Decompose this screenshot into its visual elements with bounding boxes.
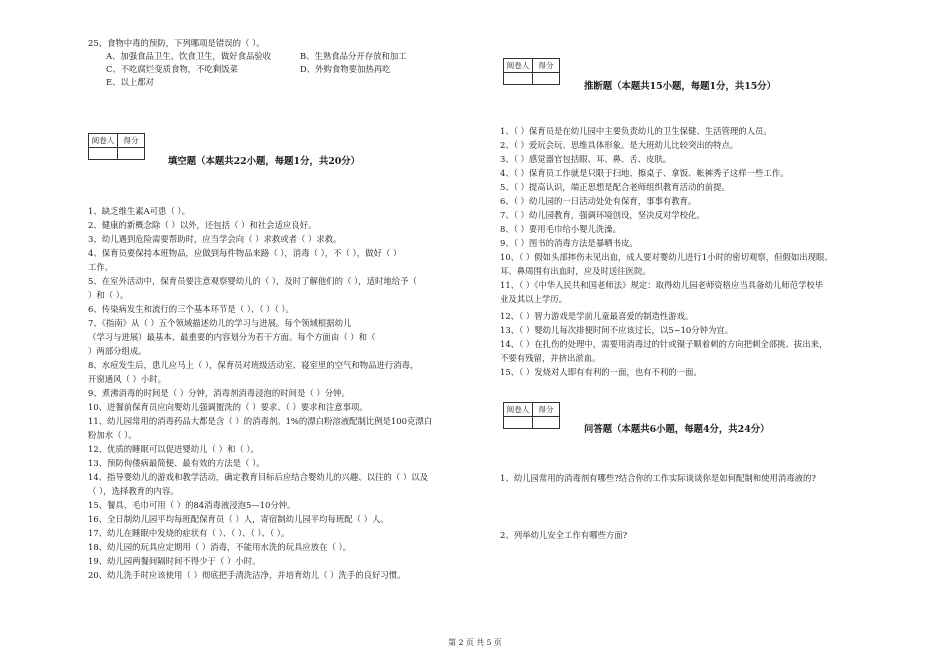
fill-item: 13、预防佝偻病最简便、最有效的方法是（ ）。	[88, 458, 265, 468]
judge-item: 15、（ ）发烧对人即有有利的一面，也有不利的一面。	[500, 367, 702, 377]
page-number: 第 2 页 共 5 页	[448, 638, 502, 647]
reviewer-label: 阅卷人	[504, 59, 533, 72]
judge-item: 6、（ ）幼儿园的一日活动处处有保育，事事有教育。	[500, 196, 697, 206]
fill-item: 2、健康的新概念除（ ）以外，还包括（ ）和社会适应良好。	[88, 220, 317, 230]
score-blank	[118, 147, 144, 159]
fill-item: 3、幼儿遇到危险需要帮助时，应当学会向（ ）求救或者（ ）求救。	[88, 234, 342, 244]
score-label: 得分	[538, 61, 554, 70]
q25-option-e: E、以上都对	[106, 77, 154, 87]
fill-item: 9、煮沸消毒的时间是（ ）分钟，消毒剂消毒浸泡的时间是（ ）分钟。	[88, 388, 350, 398]
qa-item: 1、幼儿园常用的消毒剂有哪些?结合你的工作实际谈谈你是如何配制和使用消毒液的?	[500, 473, 816, 483]
fill-item: 5、在室外活动中，保育员要注意观察婴幼儿的（ ），及时了解他们的（ ），适时地给予（	[88, 276, 417, 286]
judge-item: 1、（ ）保育员是在幼儿园中主要负责幼儿的卫生保健、生活管理的人员。	[500, 126, 772, 136]
fill-item: 18、幼儿园的玩具应定期用（ ）消毒，不能用水洗的玩具应放在（ ）。	[88, 542, 352, 552]
fill-item: 8、水痘发生后，患儿应马上（ ），保育员对班级活动室、寝室里的空气和物品进行消毒，	[88, 360, 419, 370]
fill-item: 20、幼儿洗手时应该使用（ ）彻底把手清洗洁净，并培育幼儿（ ）洗手的良好习惯。	[88, 570, 406, 580]
fill-score-box	[88, 133, 145, 148]
qa-item: 2、列举幼儿安全工作有哪些方面?	[500, 530, 628, 540]
score-blank	[533, 72, 559, 84]
fill-item: 19、幼儿园两餐间隔时间不得少于（ ）小时。	[88, 556, 261, 566]
fill-score-blank	[88, 147, 145, 160]
judge-item: 4、（ ）保育员工作就是只限于扫地、擦桌子、拿饭、帐裤秀子这样一些工作。	[500, 168, 789, 178]
judge-item: 业及其以上学历。	[500, 294, 567, 304]
fill-item: 12、优质的睡眠可以促进婴幼儿（ ）和（ ）。	[88, 444, 259, 454]
q25-stem: 25、食物中毒的预防，下列哪项是错误的（ ）。	[88, 38, 265, 48]
judge-score-blank	[503, 72, 560, 85]
judge-item: 7、（ ）幼儿园教育，强调环境创设，坚决反对学校化。	[500, 210, 705, 220]
fill-item: ）和（ ）。	[88, 290, 129, 300]
qa-score-blank	[503, 416, 560, 429]
judge-item: 12、（ ）智力游戏是学前儿童最喜爱的制造性游戏。	[500, 311, 694, 321]
q25-option-b: B、生熟食品分开存放和加工	[300, 51, 407, 61]
fill-item: 粉加水（ ）。	[88, 430, 137, 440]
fill-item: 6、传染病发生和流行的三个基本环节是（ ）、（ ）（ ）。	[88, 304, 294, 314]
judge-item: 不要有残留，并挤出淤血。	[500, 353, 601, 363]
fill-item: 10、进餐前保育员应向婴幼儿强调盥洗的（ ）要求、（ ）要求和注意事项。	[88, 402, 368, 412]
judge-item: 14、（ ）在扎伤的处理中，需要用消毒过的针或镊子顺着刺的方向把刺全部挑、拔出来，	[500, 339, 828, 349]
reviewer-label: 阅卷人	[89, 134, 118, 147]
judge-item: 耳、鼻周围有出血时，应及时送往医院。	[500, 266, 651, 276]
fill-item: 14、指导婴幼儿的游戏和教学活动，确定教育目标后应结合婴幼儿的兴趣、以往的（ ）以及	[88, 472, 428, 482]
q25-option-c: C、不吃腐烂变质食物，不吃剩饭菜	[106, 64, 239, 74]
fill-item: 11、幼儿园常用的消毒药品大都是含（ ）的消毒剂。1%的漂白粉溶液配制比例是100克漂白	[88, 416, 433, 426]
score-blank	[533, 416, 559, 428]
fill-item: （学习与进展）最基本、最重要的内容划分为若干方面。每个方面由（ ）和（	[88, 332, 376, 342]
qa-score-box	[503, 402, 560, 417]
fill-item: ）两部分组成。	[88, 346, 147, 356]
fill-item: 4、保育员要保持本班物品，应做到每件物品来路（ ），消毒（ ），不（ ），做好（ ）	[88, 248, 402, 258]
judge-item: 3、（ ）感觉器官包括眼、耳、鼻、舌、皮肤。	[500, 154, 672, 164]
reviewer-blank	[89, 147, 118, 159]
fill-item: 工作。	[88, 262, 114, 272]
q25-option-a: A、加强食品卫生、饮食卫生，做好食品验收	[106, 51, 272, 61]
judge-item: 8、（ ）要用毛巾给小婴儿洗澡。	[500, 224, 622, 234]
judge-item: 11、（ ）《中华人民共和国老师法》规定：取得幼儿园老师资格应当具备幼儿师范学校毕	[500, 280, 824, 290]
judge-item: 2、（ ）爱玩会玩、思维具体形象。是大班幼儿比较突出的特点。	[500, 140, 739, 150]
score-label: 得分	[123, 136, 139, 145]
fill-item: 1、缺乏维生素A可患（ ）。	[88, 206, 190, 216]
judge-item: 5、（ ）提高认识，端正思想是配合老师组织教育活动的前提。	[500, 182, 730, 192]
judge-item: 10、（ ）假如头部摔伤未见出血，成人要对婴幼儿进行1小时的密切观察，但假如出现眼、	[500, 252, 833, 262]
reviewer-blank	[504, 416, 533, 428]
reviewer-blank	[504, 72, 533, 84]
score-label: 得分	[538, 405, 554, 414]
fill-item: 7、《指南》从（ ）五个领域描述幼儿的学习与进展。每个领域根据幼儿	[88, 318, 352, 328]
fill-item: 17、幼儿在睡眠中发烧的症状有（ ）、（ ）、（ ）、（ ）。	[88, 528, 290, 538]
fill-section-title: 填空题（本题共22小题，每题1分，共20分）	[168, 156, 360, 167]
fill-item: （ ），选择教育的内容。	[88, 486, 179, 496]
judge-item: 13、（ ）婴幼儿每次排便时间不应该过长，以5~10分钟为宜。	[500, 325, 734, 335]
judge-score-box	[503, 58, 560, 73]
fill-item: 开窗通风（ ）小时。	[88, 374, 167, 384]
qa-section-title: 问答题（本题共6小题，每题4分，共24分）	[584, 424, 770, 435]
fill-item: 15、餐具、毛巾可用（ ）的84消毒液浸泡5—10分钟。	[88, 500, 296, 510]
fill-item: 16、全日制幼儿园平均每班配保育员（ ）人，寄宿制幼儿园平均每班配（ ）人。	[88, 514, 389, 524]
q25-option-d: D、外购食物要加热再吃	[300, 64, 391, 74]
judge-item: 9、（ ）图书的消毒方法是暴晒书皮。	[500, 238, 638, 248]
reviewer-label: 阅卷人	[504, 403, 533, 416]
judge-section-title: 推断题（本题共15小题，每题1分，共15分）	[584, 81, 776, 92]
